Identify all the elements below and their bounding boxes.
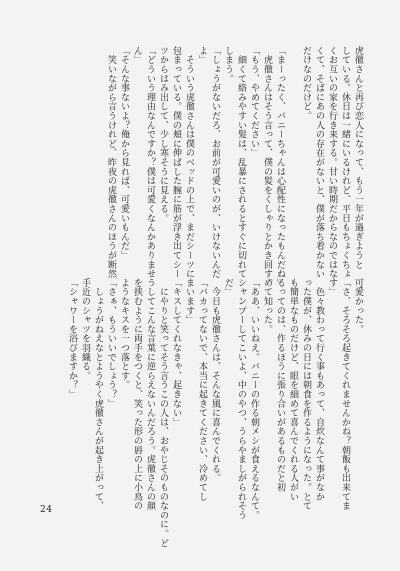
text-line: シャンプーしてこいよ、中のやつ、うらやましがられそう [236, 278, 246, 520]
text-line: めて知った。 [262, 278, 272, 334]
text-line: 虎徹さんはそう言って、僕の髪をくしゃりとかき回す。 [262, 46, 272, 288]
text-line: そういう虎徹さんは僕のベッドの上で、まだシーツに [184, 46, 194, 279]
text-line: 可愛かった。 [353, 278, 363, 334]
text-line: 「さぁ、もういいでしょう？」 [106, 278, 116, 409]
lower-text-block [65, 278, 364, 548]
text-line: ん」 [132, 46, 142, 65]
text-line: だけなのだけど。 [301, 46, 311, 121]
text-line: くて、そばにあの人の存在がないと、僕が落ち着かない [314, 46, 324, 279]
text-line: ツからはみ出して、少し寒そうに見える。 [158, 46, 168, 223]
text-line: しょうがねえなとようやく虎徹さんが起き上がって、 [93, 278, 103, 511]
text-line: している。休日は一緒にいるけれど、平日もちょくちょ [340, 46, 350, 279]
text-line: 虎徹さんと再び恋人になって、もう一年が過ぎようと [353, 46, 363, 270]
text-line: 「シャワーを浴びますか？」 [67, 278, 77, 399]
text-line: す」 [327, 278, 337, 297]
text-line: だ」 [223, 278, 233, 297]
text-line: 「もう、やめてください」 [249, 46, 259, 158]
text-line: くお互いの家を行き来する。甘い時期だからなのではな [327, 46, 337, 279]
text-line: 細くて絡みやすい髪は、乱暴にされるとすぐに切れて [236, 46, 246, 279]
text-line: 手近のシャツを羽織る。 [80, 278, 90, 381]
text-line: 「ああ、いいねえ。バニーの作る朝メシが食えるなんて。 [249, 278, 259, 520]
text-line: るってのは、作るほうに張り合いがあるものだと初 [275, 278, 285, 492]
text-line: 笑いながら言うけれど、昨夜の虎徹さんのほうが断然 [106, 46, 116, 279]
text-line: 今日も虎徹さんは、そんな風に喜んでくれる。 [210, 278, 220, 483]
text-line [286, 46, 299, 268]
text-line: うしてこんな言葉に逆らえないんだろう。虎徹さんの顔 [145, 278, 155, 511]
text-line: 「バカってないで、本当に起きてください、冷めてし [197, 278, 207, 502]
text-line: 包まっている。僕の頬に伸ばした腕に筋が浮き出てシー [171, 46, 181, 279]
text-line: まいます」 [184, 278, 194, 325]
text-line: ようなキスを一つ落とす。 [119, 278, 129, 390]
text-line: った僕が、休みの日には朝食を作るようになった。とて [301, 278, 311, 511]
text-line: 「そんな事ないよ？俺から見れば、可愛いもんだ」 [119, 46, 129, 260]
text-line: 「どういう理由なんですか？僕は可愛くなんかありませ [145, 46, 155, 279]
text-line: を挟むように両手をつくと、笑った形の唇の上に小鳥の [132, 278, 142, 511]
text-line: よ」 [197, 46, 207, 65]
text-line: 「しょうがないだろ、お前が可愛いのが、いけないんだ [210, 46, 220, 279]
text-line: も簡単なものだけど、眼を細めて喜んでくれる人がい [288, 278, 298, 502]
text-line: にやりと笑ってそう言うこの人は、おやじそのものなのに。ど [158, 278, 168, 548]
text-line: 「まーったく、バニーちゃんは心配性になったもんだね」 [275, 46, 285, 288]
text-line: 「キスしてくれなきゃ、起きない」 [171, 278, 181, 427]
upper-text-block [104, 46, 364, 288]
page-number: 24 [40, 505, 53, 515]
text-line: しまう。 [223, 46, 233, 84]
text-line: 色々教わって行く事もあって、自炊なんて事がなか [314, 278, 324, 502]
text-line: 「さ、そろそろ起きてくれませんかね？朝飯も出来てま [340, 278, 350, 511]
